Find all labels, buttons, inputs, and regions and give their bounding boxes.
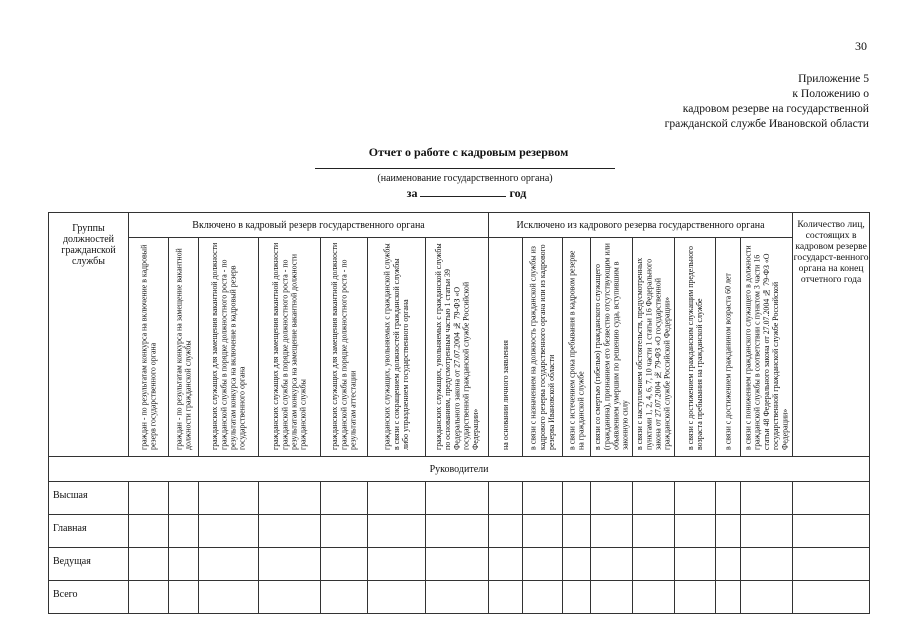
data-cell xyxy=(368,548,426,581)
data-cell xyxy=(489,482,523,515)
data-cell xyxy=(793,581,870,614)
data-cell xyxy=(259,482,321,515)
data-cell xyxy=(563,548,591,581)
data-cell xyxy=(368,482,426,515)
data-cell xyxy=(169,515,199,548)
data-cell xyxy=(793,548,870,581)
appendix-line: кадровом резерве на государственной xyxy=(682,102,869,115)
data-cell xyxy=(129,581,169,614)
appendix-line: Приложение 5 xyxy=(798,72,869,85)
data-cell xyxy=(426,548,489,581)
group-header: Группы должностей гражданской службы xyxy=(49,213,129,457)
data-cell xyxy=(675,548,716,581)
included-column-header: гражданских служащих для замещения вакантной должности гражданской службы в порядке должностного роста - по результатам конкурса на замещение вакантной должности гражданской службы xyxy=(259,238,321,457)
table-row xyxy=(49,515,870,548)
year-blank-line xyxy=(420,186,506,197)
excluded-column-header: в связи с достижением гражданином возраста 60 лет xyxy=(716,238,741,457)
data-cell xyxy=(321,548,368,581)
included-column-header: граждан - по результатам конкурса на включение в кадровый резерв государственного органа xyxy=(129,238,169,457)
excluded-column-header: в связи с назначением на должность гражданской службы из кадрового резерва государственного органа или из кадрового резерва Ивановской области xyxy=(523,238,563,457)
excluded-column-header: в связи с понижением гражданского служащего в должности гражданской службы в соответствии с пунктом 3 части 16 статьи 48 Федерального закона от 27.07.2004 № 79-ФЗ «О государственной гражданской службе Российской Федерации» xyxy=(741,238,793,457)
data-cell xyxy=(259,515,321,548)
data-cell xyxy=(591,515,633,548)
data-cell xyxy=(199,482,259,515)
data-cell xyxy=(591,482,633,515)
row-label: Главная xyxy=(49,515,129,548)
data-cell xyxy=(563,515,591,548)
data-cell xyxy=(169,482,199,515)
data-cell xyxy=(633,482,675,515)
data-cell xyxy=(741,548,793,581)
data-cell xyxy=(793,515,870,548)
data-cell xyxy=(675,482,716,515)
data-cell xyxy=(716,482,741,515)
excluded-column-header: в связи с истечением срока пребывания в кадровом резерве на гражданской службе xyxy=(563,238,591,457)
data-cell xyxy=(129,548,169,581)
data-cell xyxy=(563,581,591,614)
included-column-header: гражданских служащих для замещения вакантной должности гражданской службы в порядке должностного роста - по результатам аттестации xyxy=(321,238,368,457)
data-cell xyxy=(675,515,716,548)
included-header: Включено в кадровый резерв государственного органа xyxy=(129,213,489,238)
data-cell xyxy=(169,548,199,581)
table-row xyxy=(49,581,870,614)
report-title: Отчет о работе с кадровым резервом xyxy=(368,145,569,159)
data-cell xyxy=(716,548,741,581)
data-cell xyxy=(675,581,716,614)
included-column-header: гражданских служащих, увольняемых с гражданской службы по основаниям, предусмотренным частью 1 статьи 39 Федерального закона от 27.07.2004 № 79-ФЗ «О государственной гражданской службе Российской Федерации» xyxy=(426,238,489,457)
data-cell xyxy=(591,581,633,614)
data-cell xyxy=(633,548,675,581)
data-cell xyxy=(426,515,489,548)
report-table xyxy=(48,212,870,614)
excluded-column-header: в связи со смертью (гибелью) гражданского служащего (гражданина), признанием его безвестно отсутствующим или объявлением умершим по решению суда, вступившим в законную силу xyxy=(591,238,633,457)
included-column-header: граждан - по результатам конкурса на замещение вакантной должности гражданской службы xyxy=(169,238,199,457)
year-line xyxy=(0,186,905,201)
section-label-heads: Руководители xyxy=(49,457,870,482)
data-cell xyxy=(633,515,675,548)
data-cell xyxy=(426,581,489,614)
data-cell xyxy=(523,548,563,581)
data-cell xyxy=(523,482,563,515)
data-cell xyxy=(741,515,793,548)
table-row xyxy=(49,548,870,581)
data-cell xyxy=(741,581,793,614)
data-cell xyxy=(169,581,199,614)
data-cell xyxy=(321,515,368,548)
row-label: Всего xyxy=(49,581,129,614)
excluded-column-header: в связи с достижением гражданским служащим предельного возраста пребывания на гражданской службе xyxy=(675,238,716,457)
table-row xyxy=(49,482,870,515)
data-cell xyxy=(563,482,591,515)
data-cell xyxy=(259,581,321,614)
appendix-line: гражданской службе Ивановской области xyxy=(664,117,869,130)
data-cell xyxy=(199,581,259,614)
data-cell xyxy=(199,548,259,581)
included-column-header: гражданских служащих, увольняемых с гражданской службы в связи с сокращением должностей гражданской службы либо упразднением государственного органа xyxy=(368,238,426,457)
data-cell xyxy=(321,581,368,614)
org-name-blank-line xyxy=(315,168,615,169)
data-cell xyxy=(129,515,169,548)
included-column-header: гражданских служащих для замещения вакантной должности гражданской службы в порядке должностного роста - по результатам конкурса на включение в кадровый резерв государственного органа xyxy=(199,238,259,457)
data-cell xyxy=(199,515,259,548)
data-cell xyxy=(716,515,741,548)
data-cell xyxy=(129,482,169,515)
data-cell xyxy=(716,581,741,614)
data-cell xyxy=(591,548,633,581)
data-cell xyxy=(489,548,523,581)
data-cell xyxy=(368,515,426,548)
excluded-header: Исключено из кадрового резерва государственного органа xyxy=(489,213,793,238)
data-cell xyxy=(741,482,793,515)
data-cell xyxy=(259,548,321,581)
count-header: Количество лиц, состоящих в кадровом резерве государст-венного органа на конец отчетного года xyxy=(793,213,870,457)
appendix-line: к Положению о xyxy=(792,87,869,100)
excluded-column-header: в связи с наступлением обстоятельств, предусмотренных пунктами 1, 2, 4, 6, 7, 10 части 1 статьи 16 Федерального закона от 27.07.2004 № 79-ФЗ «О государственной гражданской службе Российской Федерации» xyxy=(633,238,675,457)
data-cell xyxy=(633,581,675,614)
row-label: Ведущая xyxy=(49,548,129,581)
data-cell xyxy=(523,515,563,548)
org-caption: (наименование государственного органа) xyxy=(377,173,553,184)
row-label: Высшая xyxy=(49,482,129,515)
data-cell xyxy=(489,581,523,614)
data-cell xyxy=(321,482,368,515)
page-number: 30 xyxy=(855,39,867,53)
year-suffix: год xyxy=(509,186,527,200)
data-cell xyxy=(793,482,870,515)
excluded-column-header: на основании личного заявления xyxy=(489,238,523,457)
data-cell xyxy=(489,515,523,548)
year-prefix: за xyxy=(406,186,418,200)
data-cell xyxy=(368,581,426,614)
appendix-block xyxy=(569,71,869,131)
data-cell xyxy=(426,482,489,515)
data-cell xyxy=(523,581,563,614)
